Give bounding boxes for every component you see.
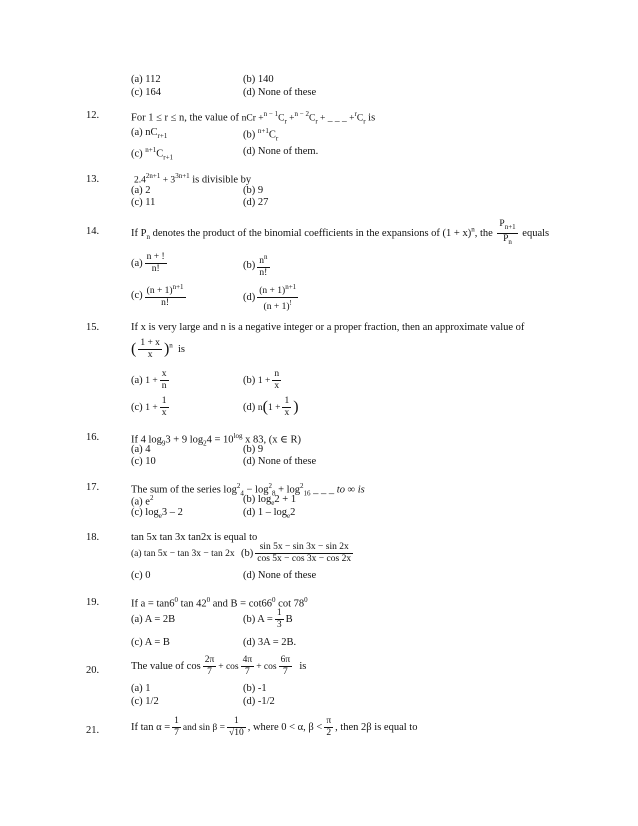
expr-part: 1 + — [257, 375, 271, 386]
stem-text: − log — [243, 484, 269, 496]
question-stem — [131, 655, 306, 678]
denominator: cos 5x − cos 3x − cos 2x — [257, 554, 352, 564]
question-stem — [134, 172, 251, 186]
ratio-fraction — [497, 219, 517, 248]
numerator: 4π — [242, 655, 253, 665]
numerator: P — [499, 219, 505, 229]
denominator: (n + 1) — [263, 302, 290, 313]
option-d — [243, 396, 299, 419]
stem-text: If a = tan6 — [131, 598, 175, 610]
paren-right: ) — [293, 398, 299, 416]
numerator: sin 5x − sin 3x − sin 2x — [255, 542, 353, 554]
superscript: 2 — [236, 482, 241, 490]
fraction — [138, 338, 162, 361]
option-d: (d) 27 — [243, 197, 269, 208]
expr-part: 1 + — [145, 375, 158, 386]
numerator: 1 — [174, 716, 179, 726]
stem-text: x 83, (x ∈ R) — [242, 434, 302, 446]
option-label: (c) — [131, 401, 143, 413]
superscript: n — [169, 341, 173, 350]
stem-text: If tan α = — [131, 721, 171, 733]
superscript: 0 — [272, 596, 276, 604]
subscript: r+1 — [163, 153, 174, 162]
option-a: (a) A = 2B — [131, 614, 176, 625]
denominator: x — [284, 408, 290, 418]
option-label: (c) — [131, 289, 143, 301]
option-a — [131, 252, 169, 275]
option-c: (c) 10 — [131, 456, 156, 467]
question-number: 12. — [86, 110, 100, 121]
fraction — [160, 396, 169, 419]
option-text: C — [268, 129, 276, 141]
numerator: x — [161, 369, 167, 379]
question-number: 21. — [86, 725, 100, 736]
subscript: e — [271, 499, 275, 508]
question-number: 17. — [86, 482, 100, 493]
fraction — [160, 369, 169, 392]
superscript: 0 — [174, 596, 179, 604]
option-d — [243, 282, 300, 313]
option-text: C — [156, 148, 164, 160]
option-label: (a) — [131, 257, 143, 269]
stem-text: For 1 ≤ r ≤ n, the value of — [131, 112, 242, 124]
fraction — [241, 655, 255, 678]
expr-part: n — [257, 402, 263, 413]
stem-text: 4 = 10 — [206, 434, 234, 446]
denominator: n! — [151, 264, 160, 274]
question-stem — [131, 716, 417, 739]
numerator: 1 — [161, 396, 167, 406]
option-text: (a) nC — [131, 127, 158, 138]
option-c — [131, 146, 173, 162]
question-number: 20. — [86, 665, 100, 676]
option-label: (b) — [241, 547, 254, 559]
numerator: 1 — [227, 716, 246, 728]
stem-text: tan 42 — [178, 598, 207, 610]
denominator: x — [161, 408, 167, 418]
option-b — [241, 542, 355, 565]
fraction — [257, 252, 269, 279]
question-stem — [131, 110, 375, 126]
option-d: (d) None of these — [243, 570, 317, 581]
numerator: n — [274, 369, 280, 379]
paren-right: ) — [163, 340, 170, 358]
option-label: (d) — [243, 292, 256, 304]
superscript: r — [354, 110, 357, 118]
expr-part: + cos — [256, 661, 277, 672]
question-number: 14. — [86, 226, 100, 237]
denominator: 7 — [282, 667, 288, 677]
fraction — [257, 282, 298, 313]
denominator: 7 — [174, 728, 179, 738]
option-c: (c) A = B — [131, 637, 170, 648]
numerator: π — [326, 716, 332, 726]
expr-part: + _ _ _ + — [317, 113, 355, 124]
superscript: n+1 — [257, 127, 269, 135]
expr-part: + cos — [218, 661, 239, 672]
paren-left: ( — [131, 340, 137, 358]
numerator: n — [259, 256, 264, 267]
numerator: n + ! — [146, 252, 165, 262]
option-b — [243, 494, 296, 507]
option-d: (d) 3A = 2B. — [243, 637, 297, 648]
denominator: x — [147, 350, 153, 360]
stem-text: , the — [474, 227, 493, 239]
option-a: (a) 4 — [131, 444, 151, 455]
superscript: n — [264, 253, 268, 261]
option-c — [131, 396, 171, 419]
option-c: (c) 0 — [131, 570, 151, 581]
superscript: n+1 — [172, 283, 184, 291]
stem-text: and B = cot66 — [210, 598, 273, 610]
superscript: n+1 — [145, 146, 157, 154]
option-text: 2 — [290, 507, 296, 518]
numerator: (n + 1) — [259, 286, 286, 297]
option-a: (a) 1 — [131, 683, 151, 694]
expr-part: C — [278, 113, 285, 124]
numerator: 1 — [276, 608, 282, 618]
stem-text: 3 + 9 log — [165, 434, 204, 446]
subscript: e — [287, 512, 291, 521]
option-text: (c) log — [131, 507, 159, 518]
option-label: (a) — [131, 374, 143, 386]
fraction — [145, 252, 167, 275]
fraction — [255, 542, 353, 565]
question-stem: If x is very large and n is a negative integer or a proper fraction, then an approximate value of — [131, 322, 525, 333]
fraction — [145, 282, 186, 309]
option-a: (a) 2 — [131, 185, 151, 196]
denominator: 2 — [326, 728, 332, 738]
option-a — [131, 369, 171, 392]
option-text: (c) — [131, 148, 146, 160]
denominator: √10 — [229, 728, 244, 738]
option-d: (d) None of them. — [243, 146, 319, 157]
numerator: 1 + x — [140, 338, 160, 348]
fraction — [324, 716, 333, 739]
option-d — [243, 507, 295, 520]
stem-text: + log — [275, 484, 301, 496]
option-b: (b) 140 — [243, 74, 274, 85]
expr-part: + 3 — [160, 175, 176, 186]
subscript: r+1 — [157, 132, 168, 141]
subscript: r — [284, 117, 287, 126]
option-d: (d) None of these — [243, 87, 317, 98]
option-a: (a) 112 — [131, 74, 161, 85]
paren-left: ( — [262, 398, 268, 416]
option-a — [131, 127, 167, 140]
question-stem: tan 5x tan 3x tan2x is equal to — [131, 532, 258, 543]
question-number: 19. — [86, 597, 100, 608]
subscript: 9 — [161, 439, 166, 448]
stem-text: If 4 log — [131, 434, 162, 446]
question-number: 18. — [86, 532, 100, 543]
stem-text: , where 0 < α, β < — [247, 721, 323, 733]
fraction — [203, 655, 217, 678]
option-a — [131, 494, 153, 508]
fraction — [227, 716, 246, 739]
option-c: (c) 164 — [131, 87, 162, 98]
superscript: 2 — [268, 482, 272, 490]
option-c: (c) 1/2 — [131, 696, 159, 707]
subscript: r — [315, 117, 318, 126]
fraction — [275, 608, 284, 631]
fraction — [282, 396, 291, 419]
option-text: (d) 1 – log — [243, 507, 288, 518]
subscript: 16 — [303, 489, 311, 498]
subscript: 2 — [203, 439, 207, 448]
denominator: n! — [161, 298, 170, 309]
subscript: n — [146, 232, 150, 241]
expr-part: C — [356, 113, 364, 124]
subscript: 8 — [271, 489, 276, 498]
option-b: (b) 9 — [243, 444, 264, 455]
stem-text: denotes the product of the binomial coefficients in the expansions of (1 + x) — [149, 227, 472, 239]
stem-text: is — [365, 112, 376, 124]
superscript: n — [471, 225, 475, 234]
option-a: (a) tan 5x − tan 3x − tan 2x — [131, 549, 235, 559]
stem-text: The value of cos — [131, 660, 201, 672]
expr-part: and sin β = — [182, 722, 225, 733]
denominator: 3 — [276, 620, 282, 630]
numerator: 1 — [284, 396, 290, 406]
stem-text: , then 2β is equal to — [335, 721, 418, 733]
option-c: (c) 11 — [131, 197, 156, 208]
subscript: r — [363, 117, 366, 126]
option-label: (b) — [243, 259, 256, 271]
expr-part: 1 + — [145, 402, 158, 413]
numerator: 6π — [280, 655, 291, 665]
option-text: (a) e — [131, 496, 150, 508]
question-expression — [131, 338, 185, 361]
stem-text: If P — [131, 227, 147, 239]
superscript: 2n+1 — [145, 172, 161, 180]
numerator: (n + 1) — [146, 286, 173, 297]
option-text: 2 + 1 — [274, 494, 297, 505]
option-d: (d) None of these — [243, 456, 317, 467]
option-text: 3 – 2 — [161, 507, 183, 518]
subscript: r — [275, 134, 279, 143]
stem-text: is — [299, 660, 307, 672]
option-label: (d) — [243, 401, 256, 413]
stem-text: equals — [522, 227, 550, 239]
superscript: 0 — [206, 596, 211, 604]
option-c — [131, 507, 183, 520]
superscript: ! — [289, 299, 292, 308]
superscript: 2 — [300, 482, 304, 490]
stem-text: is — [178, 343, 186, 355]
option-label: (b) — [243, 374, 256, 386]
superscript: n − 1 — [263, 110, 279, 118]
option-text: (b) — [243, 129, 258, 141]
expr-part: nCr + — [241, 113, 264, 124]
expr-part: 2.4 — [134, 175, 146, 186]
option-b: (b) 9 — [243, 185, 264, 196]
fraction — [272, 369, 281, 392]
fraction — [279, 655, 293, 678]
superscript: n+1 — [285, 283, 297, 291]
subscript: n — [508, 237, 512, 246]
denominator: P — [503, 233, 509, 244]
option-b — [243, 369, 283, 392]
superscript: 0 — [304, 596, 308, 604]
question-number: 16. — [86, 432, 100, 443]
question-stem — [131, 432, 301, 448]
fraction — [172, 716, 181, 739]
stem-text: The sum of the series log — [131, 484, 237, 496]
option-text: B — [285, 613, 293, 625]
stem-text: to ∞ is — [336, 484, 365, 496]
expr-part: + — [286, 113, 295, 124]
denominator: x — [274, 381, 280, 391]
superscript: n − 2 — [294, 110, 309, 118]
denominator: n! — [259, 268, 268, 279]
option-text: (b) A = — [243, 613, 273, 625]
expr-part: C — [308, 113, 316, 124]
expr-part: 1 + — [267, 402, 281, 413]
denominator: 7 — [207, 667, 212, 677]
question-stem — [131, 219, 549, 248]
subscript: e — [158, 512, 162, 521]
subscript: n+1 — [504, 222, 516, 231]
superscript: log — [233, 432, 243, 440]
option-d: (d) -1/2 — [243, 696, 275, 707]
denominator: n — [161, 381, 167, 391]
question-number: 15. — [86, 322, 100, 333]
stem-text: _ _ _ — [310, 484, 337, 496]
stem-text: is divisible by — [189, 174, 252, 186]
option-c — [131, 282, 188, 309]
option-text: (b) log — [243, 494, 272, 505]
subscript: 4 — [240, 489, 244, 498]
option-b — [243, 608, 293, 631]
denominator: 7 — [245, 667, 250, 677]
stem-text: cot 78 — [275, 598, 305, 610]
superscript: 3n+1 — [175, 172, 190, 180]
numerator: 2π — [204, 655, 215, 665]
option-b — [243, 252, 272, 279]
superscript: 2 — [149, 494, 154, 502]
question-number: 13. — [86, 174, 100, 185]
option-b — [243, 127, 278, 143]
option-b: (b) -1 — [243, 683, 267, 694]
